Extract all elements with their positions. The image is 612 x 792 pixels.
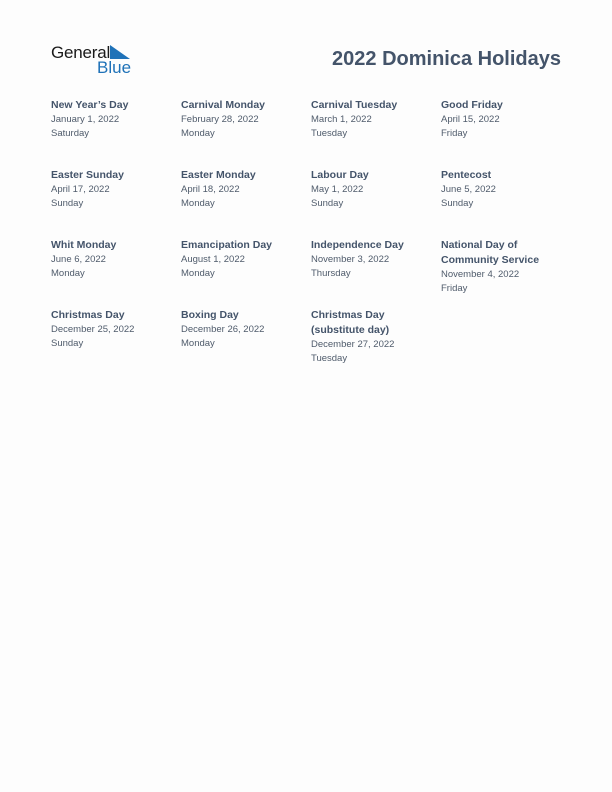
holiday-item xyxy=(181,238,306,280)
holiday-item xyxy=(51,308,176,350)
holiday-date: February 28, 2022 xyxy=(181,114,259,125)
holiday-date: December 27, 2022 xyxy=(311,339,395,350)
holiday-item xyxy=(181,98,306,140)
holiday-date: April 15, 2022 xyxy=(441,114,500,125)
holiday-weekday: Sunday xyxy=(51,197,84,209)
holiday-name: Whit Monday xyxy=(51,239,117,251)
holiday-date: December 25, 2022 xyxy=(51,324,135,335)
holiday-item xyxy=(51,98,176,140)
holiday-name: New Year’s Day xyxy=(51,99,129,111)
holiday-date: November 4, 2022 xyxy=(441,269,520,280)
holiday-weekday: Tuesday xyxy=(311,127,348,139)
holiday-date: December 26, 2022 xyxy=(181,324,265,335)
holiday-name: Carnival Monday xyxy=(181,99,266,111)
holiday-item xyxy=(441,98,566,140)
holiday-item xyxy=(51,238,176,280)
holiday-item xyxy=(51,168,176,210)
logo-word-general: General xyxy=(51,43,111,62)
holiday-name: Boxing Day xyxy=(181,309,239,321)
holiday-weekday: Monday xyxy=(181,337,215,349)
holiday-name: Emancipation Day xyxy=(181,239,273,251)
holiday-weekday: Monday xyxy=(51,267,85,279)
holiday-weekday: Tuesday xyxy=(311,352,348,364)
holiday-name: Christmas Day (substitute day) xyxy=(311,309,390,336)
holiday-item xyxy=(441,168,566,210)
holiday-name: Easter Monday xyxy=(181,169,256,181)
page-title: 2022 Dominica Holidays xyxy=(332,48,561,70)
holiday-weekday: Friday xyxy=(441,282,468,294)
holiday-weekday: Monday xyxy=(181,127,215,139)
holiday-item xyxy=(181,308,306,350)
generalblue-logo xyxy=(51,43,141,77)
holiday-weekday: Thursday xyxy=(311,267,351,279)
holiday-item xyxy=(441,238,566,295)
holiday-item xyxy=(311,98,436,140)
holiday-name: Independence Day xyxy=(311,239,404,251)
holiday-item xyxy=(311,168,436,210)
holiday-date: August 1, 2022 xyxy=(181,254,245,265)
holiday-item xyxy=(181,168,306,210)
holiday-name: Good Friday xyxy=(441,99,503,111)
holiday-date: April 18, 2022 xyxy=(181,184,240,195)
holiday-name: National Day of Community Service xyxy=(441,239,540,266)
holiday-date: May 1, 2022 xyxy=(311,184,364,195)
holiday-date: June 6, 2022 xyxy=(51,254,106,265)
holiday-date: March 1, 2022 xyxy=(311,114,372,125)
logo-word-blue: Blue xyxy=(97,58,132,77)
holiday-name: Pentecost xyxy=(441,169,492,181)
holiday-name: Easter Sunday xyxy=(51,169,124,181)
holiday-date: November 3, 2022 xyxy=(311,254,390,265)
holiday-weekday: Friday xyxy=(441,127,468,139)
holiday-name: Christmas Day xyxy=(51,309,125,321)
holiday-weekday: Monday xyxy=(181,197,215,209)
holiday-weekday: Monday xyxy=(181,267,215,279)
holiday-item xyxy=(311,308,436,365)
holiday-name: Carnival Tuesday xyxy=(311,99,398,111)
holiday-date: June 5, 2022 xyxy=(441,184,496,195)
holiday-date: January 1, 2022 xyxy=(51,114,120,125)
holiday-weekday: Sunday xyxy=(51,337,84,349)
holiday-weekday: Saturday xyxy=(51,127,90,139)
holiday-weekday: Sunday xyxy=(441,197,474,209)
holiday-weekday: Sunday xyxy=(311,197,344,209)
holiday-date: April 17, 2022 xyxy=(51,184,110,195)
holiday-item xyxy=(311,238,436,280)
holiday-name: Labour Day xyxy=(311,169,369,181)
